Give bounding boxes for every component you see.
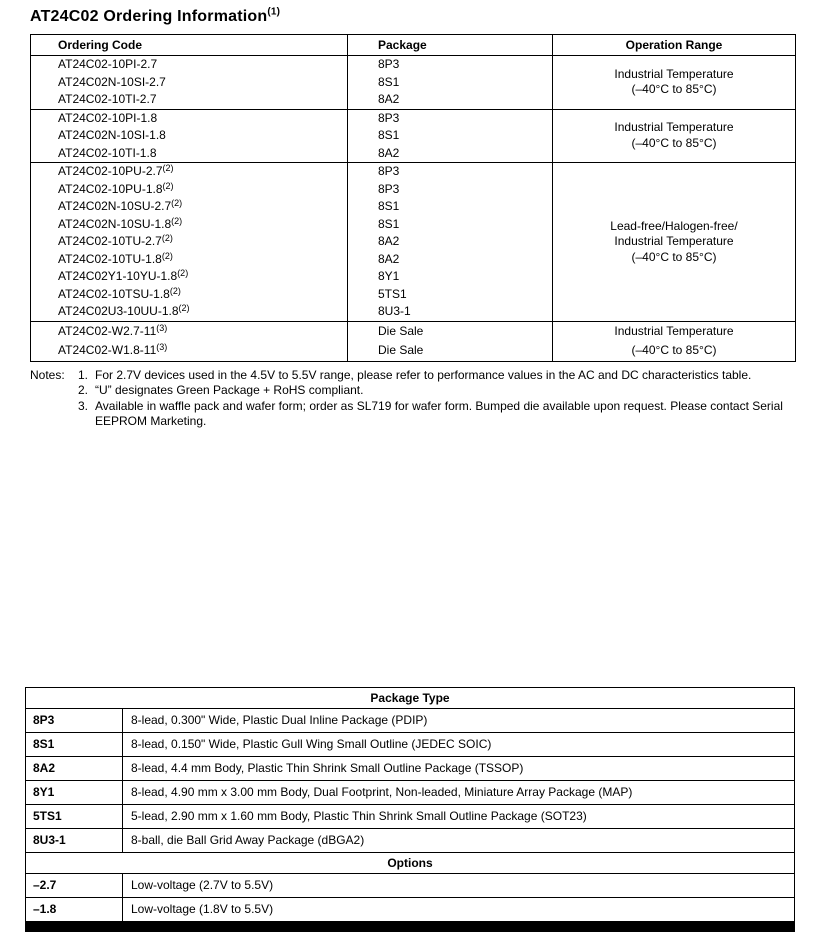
note-text: “U” designates Green Package + RoHS compliant. xyxy=(95,383,364,397)
ordering-code-sup: (2) xyxy=(162,163,174,173)
operation-range-cell xyxy=(553,56,796,110)
table-row xyxy=(31,109,796,127)
table-row xyxy=(26,897,795,921)
ordering-code-cell xyxy=(31,56,348,74)
ordering-code-text: AT24C02N-10SI-2.7 xyxy=(58,74,166,89)
page-title-text: AT24C02 Ordering Information xyxy=(30,8,268,25)
notes-label: Notes: xyxy=(30,367,65,382)
table-header-row xyxy=(31,35,796,56)
ordering-code-text: AT24C02-W1.8-11 xyxy=(58,343,157,357)
package-term-cell: 8U3-1 xyxy=(26,828,123,852)
package-cell: 8P3 xyxy=(348,181,553,199)
ordering-code-sup: (2) xyxy=(169,285,181,296)
operation-range-line: (–40°C to 85°C) xyxy=(631,82,717,97)
package-desc-cell: 5-lead, 2.90 mm x 1.60 mm Body, Plastic Thin Shrink Small Outline Package (SOT23) xyxy=(123,804,795,828)
ordering-code-text: AT24C02-10TU-2.7 xyxy=(58,234,162,248)
operation-range-line: (–40°C to 85°C) xyxy=(631,343,717,357)
page-title xyxy=(30,8,822,26)
note-item xyxy=(30,399,795,430)
package-cell: 8A2 xyxy=(348,233,553,251)
ordering-code-cell xyxy=(31,91,348,109)
table-row xyxy=(26,873,795,897)
ordering-group xyxy=(31,163,796,322)
ordering-code-cell xyxy=(31,74,348,92)
ordering-code-sup: (3) xyxy=(156,342,168,352)
ordering-code-cell xyxy=(31,163,348,181)
package-term-cell: 8P3 xyxy=(26,708,123,732)
table-row xyxy=(26,780,795,804)
package-cell: 8U3-1 xyxy=(348,303,553,321)
ordering-code-text: AT24C02-10TU-1.8 xyxy=(58,251,162,266)
table-row xyxy=(31,163,796,181)
operation-range-line: (–40°C to 85°C) xyxy=(631,249,717,264)
ordering-code-text: AT24C02-10PI-2.7 xyxy=(58,57,158,71)
note-number: 3. xyxy=(78,398,89,413)
package-cell: 8A2 xyxy=(348,91,553,109)
package-cell: 8A2 xyxy=(348,145,553,163)
ordering-group xyxy=(31,109,796,163)
table-row xyxy=(26,804,795,828)
ordering-code-cell xyxy=(31,303,348,321)
ordering-code-sup: (2) xyxy=(178,303,190,313)
table-row xyxy=(26,756,795,780)
ordering-table xyxy=(30,34,796,362)
package-term-cell: 5TS1 xyxy=(26,804,123,828)
package-desc-cell: 8-lead, 0.150" Wide, Plastic Gull Wing Small Outline (JEDEC SOIC) xyxy=(123,732,795,756)
page-title-footnote-ref: (1) xyxy=(267,6,281,18)
package-cell: 8P3 xyxy=(348,163,553,181)
package-term-cell: 8S1 xyxy=(26,732,123,756)
operation-range-cell xyxy=(553,109,796,163)
package-type-table xyxy=(25,687,795,922)
ordering-code-sup: (2) xyxy=(171,215,183,226)
ordering-code-text: AT24C02-10PI-1.8 xyxy=(58,110,158,125)
note-number: 2. xyxy=(78,383,89,397)
note-number: 1. xyxy=(78,367,89,382)
ordering-code-cell xyxy=(31,268,348,286)
note-text: Available in waffle pack and wafer form; order as SL719 for wafer form. Bumped die available upon request. Please contact Serial EEPROM Marketing. xyxy=(95,398,783,428)
ordering-group xyxy=(31,321,796,361)
bottom-bar xyxy=(25,922,795,932)
option-desc-cell: Low-voltage (1.8V to 5.5V) xyxy=(123,897,795,921)
ordering-code-cell xyxy=(31,341,348,361)
ordering-code-text: AT24C02N-10SI-1.8 xyxy=(58,128,166,142)
ordering-code-text: AT24C02-10TSU-1.8 xyxy=(58,286,170,301)
ordering-code-cell xyxy=(31,127,348,145)
table-row xyxy=(31,321,796,341)
option-term-cell: –1.8 xyxy=(26,897,123,921)
package-cell: 8P3 xyxy=(348,109,553,127)
ordering-code-cell xyxy=(31,216,348,234)
ordering-code-cell xyxy=(31,286,348,304)
ordering-code-text: AT24C02Y1-10YU-1.8 xyxy=(58,269,178,283)
ordering-code-text: AT24C02U3-10UU-1.8 xyxy=(58,304,179,318)
ordering-code-cell xyxy=(31,198,348,216)
operation-range-line: Industrial Temperature xyxy=(614,120,734,135)
ordering-code-text: AT24C02-W2.7-11 xyxy=(58,323,157,338)
table-row xyxy=(26,828,795,852)
note-item xyxy=(30,383,795,399)
table-row xyxy=(26,708,795,732)
ordering-group xyxy=(31,56,796,110)
operation-range-line: (–40°C to 85°C) xyxy=(631,135,717,150)
package-cell: Die Sale xyxy=(348,321,553,341)
ordering-code-sup: (2) xyxy=(161,233,173,243)
notes-section xyxy=(30,368,795,430)
package-cell: 8S1 xyxy=(348,198,553,216)
operation-range-line: Industrial Temperature xyxy=(614,66,734,81)
ordering-code-text: AT24C02-10PU-1.8 xyxy=(58,181,163,196)
ordering-code-text: AT24C02-10TI-1.8 xyxy=(58,145,157,160)
note-item xyxy=(30,368,795,384)
operation-range-line: Industrial Temperature xyxy=(614,323,734,338)
package-cell: 5TS1 xyxy=(348,286,553,304)
package-cell: Die Sale xyxy=(348,341,553,361)
option-desc-cell: Low-voltage (2.7V to 5.5V) xyxy=(123,873,795,897)
ordering-code-cell xyxy=(31,181,348,199)
note-text: For 2.7V devices used in the 4.5V to 5.5V range, please refer to performance values in the AC and DC characteristics table. xyxy=(95,367,752,382)
column-header-package: Package xyxy=(348,35,553,56)
package-cell: 8S1 xyxy=(348,74,553,92)
ordering-code-cell xyxy=(31,145,348,163)
package-cell: 8P3 xyxy=(348,56,553,74)
package-term-cell: 8Y1 xyxy=(26,780,123,804)
table-header-row xyxy=(26,852,795,873)
ordering-code-text: AT24C02N-10SU-1.8 xyxy=(58,216,172,231)
package-desc-cell: 8-ball, die Ball Grid Away Package (dBGA2) xyxy=(123,828,795,852)
option-term-cell: –2.7 xyxy=(26,873,123,897)
ordering-code-cell xyxy=(31,109,348,127)
ordering-code-cell xyxy=(31,233,348,251)
ordering-code-text: AT24C02-10PU-2.7 xyxy=(58,164,163,178)
ordering-code-cell xyxy=(31,321,348,341)
ordering-code-cell xyxy=(31,251,348,269)
package-term-cell: 8A2 xyxy=(26,756,123,780)
package-desc-cell: 8-lead, 0.300" Wide, Plastic Dual Inline Package (PDIP) xyxy=(123,708,795,732)
package-cell: 8S1 xyxy=(348,216,553,234)
ordering-code-text: AT24C02-10TI-2.7 xyxy=(58,92,157,106)
table-row xyxy=(31,56,796,74)
package-cell: 8S1 xyxy=(348,127,553,145)
column-header-operation-range: Operation Range xyxy=(553,35,796,56)
ordering-code-sup: (2) xyxy=(161,250,173,261)
operation-range-cell xyxy=(553,163,796,322)
table-header-row xyxy=(26,687,795,708)
ordering-code-text: AT24C02N-10SU-2.7 xyxy=(58,199,172,213)
ordering-code-sup: (2) xyxy=(171,198,183,208)
package-desc-cell: 8-lead, 4.4 mm Body, Plastic Thin Shrink Small Outline Package (TSSOP) xyxy=(123,756,795,780)
operation-range-line: Lead-free/Halogen-free/ xyxy=(610,218,738,233)
ordering-code-sup: (3) xyxy=(156,322,168,333)
table-row xyxy=(26,732,795,756)
ordering-code-sup: (2) xyxy=(162,180,174,191)
package-cell: 8Y1 xyxy=(348,268,553,286)
package-desc-cell: 8-lead, 4.90 mm x 3.00 mm Body, Dual Footprint, Non-leaded, Miniature Array Package (MAP) xyxy=(123,780,795,804)
package-type-header: Package Type xyxy=(26,687,795,708)
operation-range-cell xyxy=(553,321,796,361)
ordering-code-sup: (2) xyxy=(177,268,189,278)
options-header: Options xyxy=(26,852,795,873)
package-cell: 8A2 xyxy=(348,251,553,269)
column-header-ordering-code: Ordering Code xyxy=(31,35,348,56)
operation-range-line: Industrial Temperature xyxy=(614,234,734,248)
datasheet-page xyxy=(0,8,822,939)
